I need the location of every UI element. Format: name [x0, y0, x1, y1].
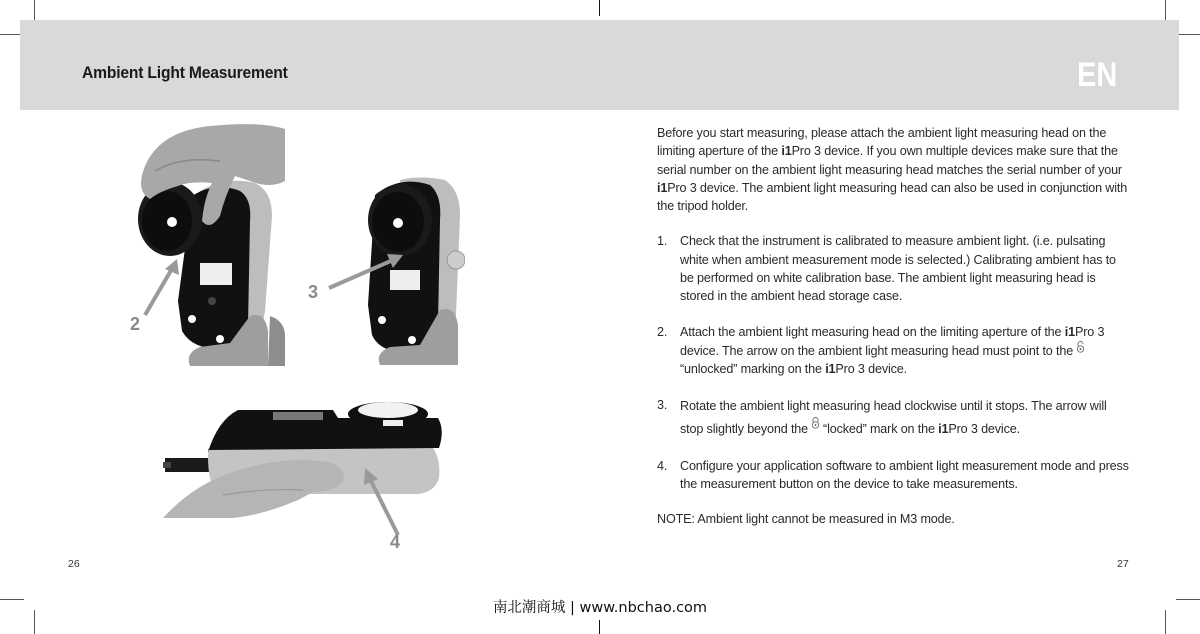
- crop-mark: [1176, 34, 1200, 35]
- header-bar: [20, 20, 1179, 110]
- step-text: Configure your application software to ambient light measurement mode and press the measurement button on the device to take measurements.: [680, 458, 1129, 491]
- note-text: NOTE: Ambient light cannot be measured in M3 mode.: [657, 512, 955, 527]
- instructions-text: [657, 124, 1132, 528]
- crop-mark: [599, 0, 600, 16]
- callout-arrow-3: [325, 250, 405, 295]
- callout-label-2: 2: [130, 314, 141, 334]
- callout-label-3: 3: [308, 282, 319, 302]
- step-text: Check that the instrument is calibrated to measure ambient light. (i.e. pulsating white when ambient measurement mode is selected.) Calibrating ambient has to be performed on white calibration base. The ambient light measuring head is stored in the ambient head storage case.: [680, 234, 1116, 304]
- step-1: [657, 232, 1132, 305]
- photo-attach-head: [130, 121, 285, 366]
- watermark: 南北潮商城 | www.nbchao.com: [492, 600, 708, 616]
- callout-label-4: 4: [390, 532, 401, 552]
- page-number-right: 27: [1117, 558, 1129, 570]
- crop-mark: [599, 620, 600, 634]
- step-2: [657, 323, 1132, 379]
- step-number: 1.: [657, 234, 668, 249]
- step-text: Attach the ambient light measuring head on the limiting aperture of the i1Pro 3 device. The arrow on the ambient light measuring head must point to the “unlocked” marking on the i1Pro 3 device.: [680, 324, 1105, 377]
- step-number: 3.: [657, 397, 668, 412]
- page-number-left: 26: [68, 558, 80, 570]
- intro-paragraph: Before you start measuring, please attach the ambient light measuring head on the limiting aperture of the i1Pro 3 device. If you own multiple devices make sure that the serial number on the ambient light measuring head matches the serial number of your i1Pro 3 device. The ambient light measuring head can also be used in conjunction with the tripod holder.: [657, 126, 1128, 214]
- step-text: Rotate the ambient light measuring head clockwise until it stops. The arrow will stop slightly beyond the “locked” mark on the i1Pro 3 device.: [680, 398, 1107, 436]
- locked-icon: [811, 417, 820, 429]
- step-3: [657, 396, 1132, 440]
- step-4: [657, 457, 1132, 494]
- brand-i1: i1: [657, 180, 668, 195]
- step-number: 2.: [657, 324, 668, 339]
- page-title: Ambient Light Measurement: [82, 63, 288, 82]
- step-number: 4.: [657, 458, 668, 473]
- brand-i1: i1: [781, 144, 792, 159]
- callout-arrow-2: [135, 255, 185, 325]
- language-code: EN: [1076, 56, 1117, 94]
- callout-arrow-4: [360, 465, 410, 540]
- unlocked-icon: [1076, 341, 1085, 353]
